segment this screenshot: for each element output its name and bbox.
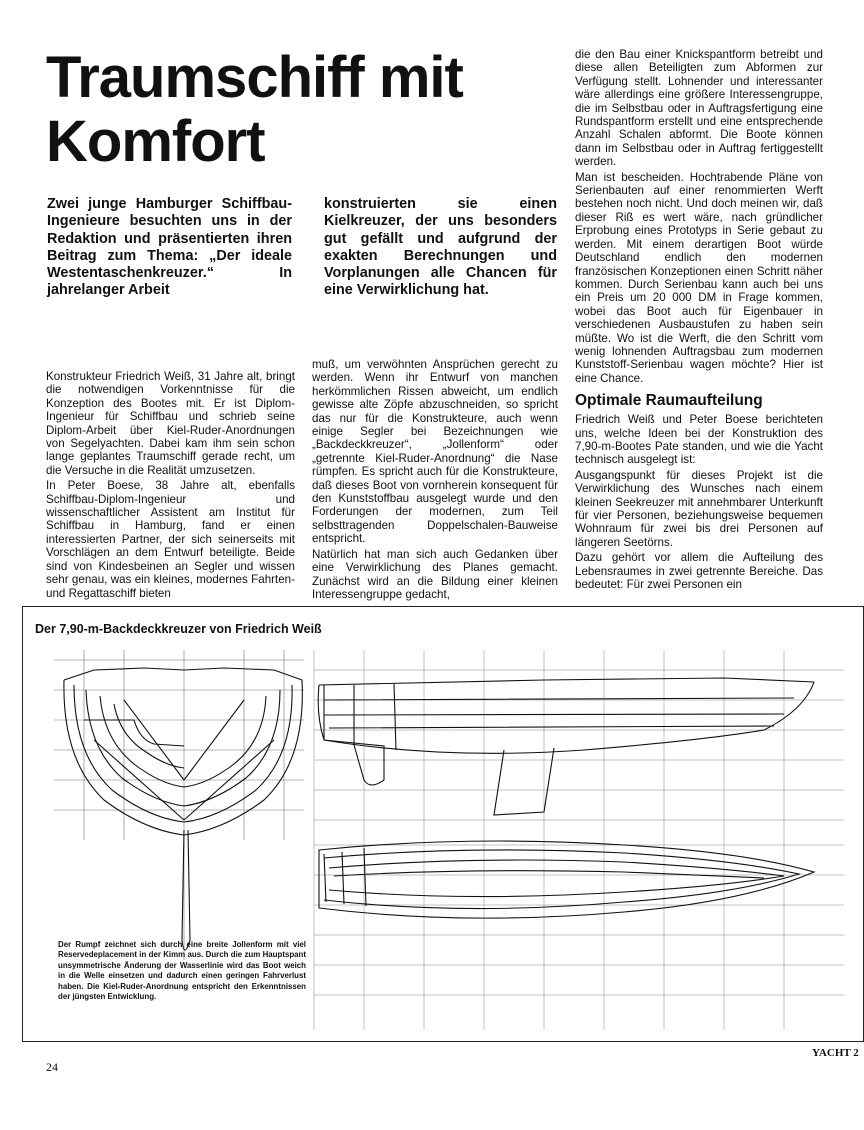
- section-subheading: Optimale Raumaufteilung: [575, 392, 763, 410]
- profile-hull: [318, 678, 814, 815]
- body-paragraph: Dazu gehört vor allem die Aufteilung des Lebensraumes in zwei getrennte Bereiche. Das bedeutet: Für zwei Personen ein: [575, 551, 823, 592]
- lead-paragraph-part-2: konstruierten sie einen Kielkreuzer, der uns besonders gut gefällt und aufgrund der exakten Berechnungen und Vorplanungen alle Chancen für eine Verwirklichung hat.: [324, 196, 557, 299]
- profile-grid: [314, 650, 844, 1030]
- body-paragraph: Friedrich Weiß und Peter Boese berichteten uns, welche Ideen bei der Konstruktion des 7,90-m-Bootes Pate standen, und wie die Yacht technisch ausgelegt ist:: [575, 413, 823, 467]
- body-plan-sections: [64, 668, 302, 950]
- body-paragraph: Natürlich hat man sich auch Gedanken über eine Verwirklichung des Planes gemacht. Zunächst wird an die Bildung einer kleinen Interessengruppe gedacht,: [312, 547, 558, 601]
- body-paragraph: muß, um verwöhnten Ansprüchen gerecht zu werden. Wenn ihr Entwurf von manchen herkömmlichen Rissen abweicht, um endlich gewisse alte Zöpfe abzuschneiden, so spricht das nur für die Konstrukteure, auch wenn einige Segler bei Bezeichnungen wie „Backdeckkreuzer“, „Jollenform“ oder „getrennte Kiel-Ruder-Anordnung“ die Nase rümpfen. Es spricht auch für die Konstrukteure, daß dieses Boot von vornherein konsequent für den Kunststoffbau ausgelegt wurde und den Forderungen der modernen, zum Teil selbsttragenden Doppelschalen-Bauweise entspricht.: [312, 358, 558, 546]
- title-line-1: Traumschiff mit: [46, 45, 463, 110]
- title-line-2: Komfort: [46, 109, 265, 174]
- lead-paragraph-part-1: Zwei junge Hamburger Schiffbau-Ingenieure besuchten uns in der Redaktion und präsentierten ihren Beitrag zum Thema: „Der ideale Westentaschenkreuzer.“ In jahrelanger Arbeit: [47, 196, 292, 299]
- article-title: [46, 46, 566, 174]
- plan-view-waterlines: [319, 841, 814, 918]
- body-paragraph: Ausgangspunkt für dieses Projekt ist die Verwirklichung des Wunsches nach einem kleinen Seekreuzer mit annehmbarer Unterkunft für vier Personen, beziehungsweise bequemen Wohnraum für zwei bis drei Personen auf längeren Seetörns.: [575, 468, 823, 549]
- body-paragraph: In Peter Boese, 38 Jahre alt, ebenfalls Schiffbau-Diplom-Ingenieur und wissenschaftlicher Assistent am Institut für Schiffbau in Hamburg, fand er einen interessierten Partner, der sich seinerseits mit Vorschlägen an dem Entwurf beteiligte. Beide sind von Kindesbeinen an Segler und wissen sehr genau, was ein kleines, modernes Fahrten- und Regattaschiff bieten: [46, 479, 295, 600]
- figure-caption: Der Rumpf zeichnet sich durch eine breite Jollenform mit viel Reservedeplacement in der Kimm aus. Durch die zum Hauptspant unsymmetrische Änderung der Wasserlinie wird das Boot weich in die Welle einsetzen und dadurch einen geringen Fahrverlust haben. Die Kiel-Ruder-Anordnung entspricht den Erkenntnissen der jüngsten Entwicklung.: [58, 940, 306, 1002]
- body-paragraph: die den Bau einer Knickspantform betreibt und diese allen Beteiligten zum Abformen zur Verfügung stellt. Lohnender und interessanter wäre allerdings eine größere Interessengruppe, die im Selbstbau oder in Auftragsfertigung eine Rundspantform erstellt und eine entsprechende Anzahl Schalen abformt. Die Boote können dann im Selbstbau oder in Auftrag fertiggestellt werden.: [575, 48, 823, 169]
- body-column-3: [575, 48, 823, 593]
- figure-title: Der 7,90-m-Backdeckkreuzer von Friedrich Weiß: [35, 622, 322, 636]
- body-column-2: [312, 358, 558, 603]
- body-paragraph: Man ist bescheiden. Hochtrabende Pläne von Serienbauten auf einer renommierten Werft bestehen noch nicht. Und doch meinen wir, daß dieser Riß es wert wäre, nach gründlicher Erprobung eines Prototyps in Serie gebaut zu werden. Mit einem derartigen Boot würde Deutschland endlich den modernen französischen Konzeptionen einen Schritt näher kommen. Durch Serienbau kann auch bei uns ein Preis um 20 000 DM in Frage kommen, wobei das Boot auch für Eigenbauer in verschiedenen Ausbaustufen zu haben sein müßte. Wo ist die Werft, die den Schritt vom wenig lohnenden Auftragsbau zum modernen Kunststoff-Serienbau wagen möchte? Hier ist eine Chance.: [575, 170, 823, 385]
- body-paragraph: Konstrukteur Friedrich Weiß, 31 Jahre alt, bringt die notwendigen Vorkenntnisse für die Konzeption des Bootes mit. Er ist Diplom-Ingenieur für Schiffbau und schrieb seine Diplom-Arbeit über Kiel-Ruder-Anordnungen von Segelyachten. Dabei kam ihm sein schon lange geplantes Traumschiff gerade recht, um die Versuche in die Realität umzusetzen.: [46, 370, 295, 477]
- magazine-name: YACHT 2: [812, 1047, 859, 1059]
- page-number: 24: [46, 1060, 58, 1074]
- body-column-1: [46, 370, 295, 602]
